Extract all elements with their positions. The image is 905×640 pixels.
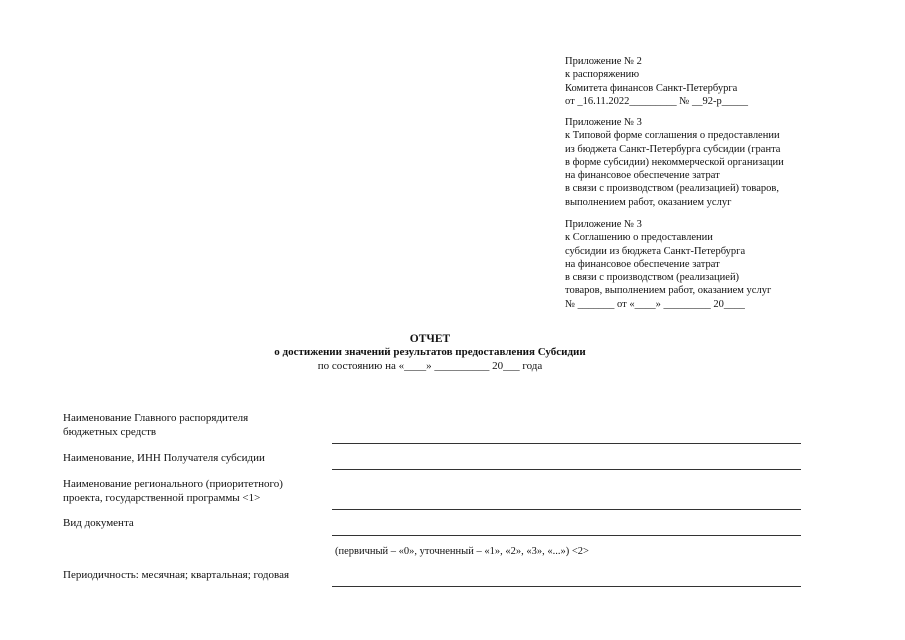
document-type-note: (первичный – «0», уточненный – «1», «2», «3», «...») <2> — [335, 546, 589, 557]
field-label-line: Наименование Главного распорядителя — [63, 412, 249, 424]
report-subtitle: о достижении значений результатов предоставления Субсидии — [274, 346, 586, 358]
annex-order-reference — [565, 55, 748, 108]
field-line-periodicity[interactable] — [332, 586, 801, 587]
annex-line: товаров, выполнением работ, оказанием услуг — [565, 285, 772, 297]
field-line-recipient[interactable] — [332, 469, 801, 470]
field-label-line: Наименование, ИНН Получателя субсидии — [63, 452, 265, 464]
annex-line: Приложение № 3 — [565, 219, 642, 230]
field-line-document-type[interactable] — [332, 535, 801, 536]
annex-line: из бюджета Санкт-Петербурга субсидии (гранта — [565, 143, 781, 155]
annex-line: № _______ от «____» _________ 20____ — [565, 298, 745, 310]
annex-line: субсидии из бюджета Санкт-Петербурга — [565, 245, 746, 257]
annex-line: в связи с производством (реализацией) товаров, — [565, 183, 779, 195]
annex-line: на финансовое обеспечение затрат — [565, 170, 720, 182]
annex-line: Приложение № 2 — [565, 56, 642, 67]
field-label-periodicity — [63, 569, 289, 583]
annex-line: на финансовое обеспечение затрат — [565, 258, 720, 270]
annex-line: выполнением работ, оказанием услуг — [565, 196, 732, 208]
field-line-regional-project[interactable] — [332, 509, 801, 510]
annex-line: Приложение № 3 — [565, 117, 642, 128]
field-label-document-type — [63, 517, 134, 531]
annex-line: к распоряжению — [565, 69, 640, 81]
field-label-chief-administrator — [63, 412, 248, 439]
field-label-line: Периодичность: месячная; квартальная; годовая — [63, 569, 290, 581]
annex-line: к Соглашению о предоставлении — [565, 232, 713, 244]
annex-template-form-reference — [565, 116, 784, 209]
annex-line: от _16.11.2022_________ № __92-р_____ — [565, 95, 748, 107]
field-label-line: проекта, государственной программы <1> — [63, 491, 261, 504]
annex-line: Комитета финансов Санкт-Петербурга — [565, 82, 738, 94]
annex-line: в связи с производством (реализацией) — [565, 272, 740, 284]
annex-agreement-reference — [565, 218, 771, 311]
field-label-regional-project — [63, 478, 283, 505]
field-label-line: Наименование регионального (приоритетного) — [63, 478, 283, 490]
field-line-chief-administrator[interactable] — [332, 443, 801, 444]
report-title: ОТЧЕТ — [409, 333, 451, 345]
report-date-line: по состоянию на «____» __________ 20___ года — [317, 360, 543, 372]
field-label-line: Вид документа — [63, 517, 134, 529]
field-label-line: бюджетных средств — [63, 425, 157, 438]
annex-line: в форме субсидии) некоммерческой организации — [565, 156, 784, 168]
annex-line: к Типовой форме соглашения о предоставлении — [565, 130, 780, 142]
field-label-recipient — [63, 452, 265, 466]
